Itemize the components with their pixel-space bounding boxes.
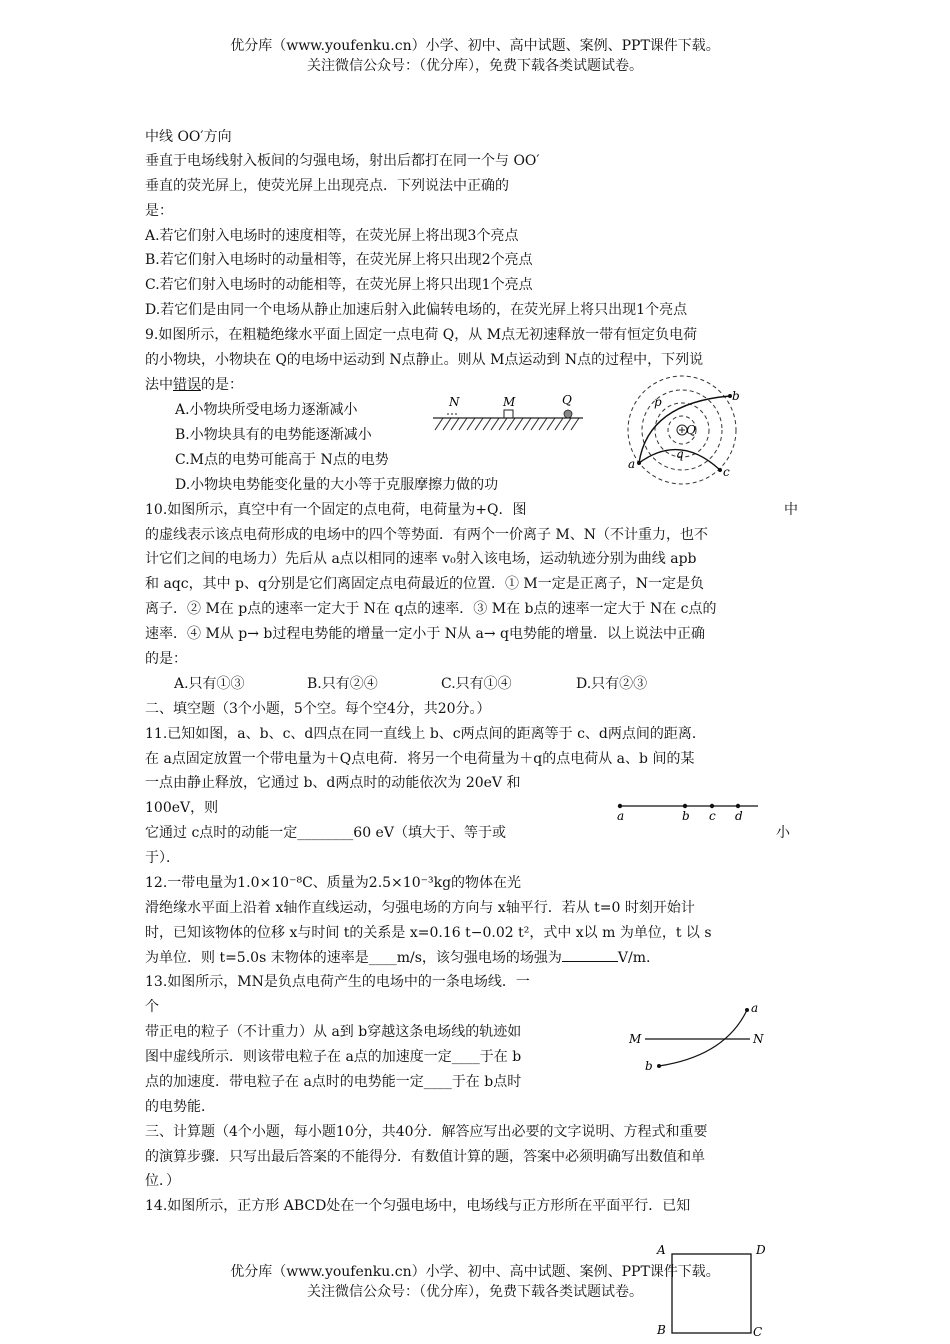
q9-line-3-c: 的是：: [201, 377, 243, 393]
q11-label-c: c: [709, 809, 716, 823]
q11-figure: [612, 796, 762, 824]
q8-line-4: 是：: [145, 203, 173, 219]
q13-line-2: 个: [145, 999, 159, 1015]
q14-line-1: 14.如图所示，正方形 ABCD处在一个匀强电场中，电场线与正方形所在平面平行．已知: [145, 1198, 691, 1214]
q8-option-b: B.若它们射入电场时的动量相等，在荧光屏上将只出现2个亮点: [145, 252, 533, 268]
q12-line-2: 滑绝缘水平面上沿着 x轴作直线运动，匀强电场的方向与 x轴平行．若从 t=0 时刻开始计: [145, 900, 695, 916]
q9-label-q: Q: [562, 393, 572, 407]
q14-label-d: D: [756, 1243, 766, 1257]
q13-label-a: a: [751, 1001, 759, 1015]
q13-label-m: M: [629, 1032, 642, 1046]
q11-label-a: a: [617, 809, 625, 823]
q10-line-1: 10.如图所示，真空中有一个固定的点电荷，电荷量为+Q．图: [145, 502, 527, 518]
q12-line-4-a: 为单位．则 t=5.0s 末物体的速率是____m/s，该匀强电场的场强为: [145, 950, 562, 966]
q8-line-3: 垂直的荧光屏上，使荧光屏上出现亮点．下列说法中正确的: [145, 178, 509, 194]
q14-label-a: A: [657, 1243, 666, 1257]
q10-option-d: D.只有②③: [576, 676, 648, 692]
page-footer-line-1: 优分库（www.youfenku.cn）小学、初中、高中试题、案例、PPT课件下载。: [230, 1264, 720, 1280]
q14-label-c: C: [753, 1325, 763, 1339]
q11-label-d: d: [735, 809, 743, 823]
q10-figure: [620, 378, 745, 488]
q10-label-c: c: [723, 465, 730, 479]
section-3-line-1: 三、计算题（4个小题，每小题10分，共40分．解答应写出必要的文字说明、方程式和重要: [145, 1124, 708, 1140]
q10-line-7: 的是：: [145, 651, 187, 667]
q10-option-a: A.只有①③: [174, 676, 245, 692]
q13-line-6: 的电势能．: [145, 1099, 215, 1115]
q9-line-3-a: 法中: [145, 377, 173, 393]
q9-line-3-underlined: 错误: [173, 377, 201, 393]
q11-line-5: 它通过 c点时的动能一定________60 eV（填大于、等于或: [145, 825, 506, 841]
q13-line-4: 图中虚线所示．则该带电粒子在 a点的加速度一定____于在 b: [145, 1049, 522, 1065]
q9-line-2: 的小物块，小物块在 Q的电场中运动到 N点静止。则从 M点运动到 N点的过程中，下列说: [145, 352, 704, 368]
section-3-line-3: 位．）: [145, 1173, 180, 1189]
q11-line-1: 11.已知如图，a、b、c、d四点在同一直线上 b、c两点间的距离等于 c、d两点间的距离．: [145, 726, 706, 742]
section-3-line-2: 的演算步骤．只写出最后答案的不能得分．有数值计算的题，答案中必须明确写出数值和单: [145, 1149, 705, 1165]
q10-label-a: a: [628, 457, 636, 471]
q10-line-6: 速率．④ M从 p→ b过程电势能的增量一定小于 N从 a→ q电势能的增量．以上说法中正确: [145, 626, 705, 642]
q12-line-3: 时，已知该物体的位移 x与时间 t的关系是 x=0.16 t−0.02 t²，式中 x以 m 为单位，t 以 s: [145, 925, 712, 941]
q11-line-2: 在 a点固定放置一个带电量为＋Q点电荷．将另一个电荷量为＋q的点电荷从 a、b 间的某: [145, 751, 695, 767]
q13-label-b: b: [645, 1059, 653, 1073]
q13-label-n: N: [753, 1032, 764, 1046]
q10-line-1-tail: 中: [784, 502, 798, 518]
q9-option-b: B.小物块具有的电势能逐渐减小: [175, 427, 372, 443]
q10-label-q-charge: Q: [686, 423, 696, 437]
q10-label-b: b: [732, 389, 740, 403]
q13-line-5: 点的加速度．带电粒子在 a点时的电势能一定____于在 b点时: [145, 1074, 522, 1090]
q9-line-3: [145, 374, 243, 396]
q12-answer-blank: [562, 947, 618, 962]
q9-block: [504, 410, 513, 418]
q9-option-a: A.小物块所受电场力逐渐减小: [175, 402, 358, 418]
q12-line-4: [145, 947, 650, 969]
q10-line-4: 和 aqc，其中 p、q分别是它们离固定点电荷最近的位置．① M一定是正离子，N一定是负: [145, 576, 705, 592]
q9-label-m: M: [503, 395, 516, 409]
q13-trajectory: [659, 1010, 747, 1066]
q10-line-3: 计它们之间的电场力）先后从 a点以相同的速率 v₀射入该电场，运动轨迹分别为曲线 apb: [145, 551, 697, 567]
q11-label-b: b: [682, 809, 690, 823]
q8-option-d: D.若它们是由同一个电场从静止加速后射入此偏转电场的，在荧光屏上将只出现1个亮点: [145, 302, 688, 318]
section-2-heading: 二、填空题（3个小题，5个空。每个空4分，共20分。）: [145, 701, 491, 717]
q9-label-n: N: [449, 395, 460, 409]
q12-line-1: 12.一带电量为1.0×10⁻⁸C、质量为2.5×10⁻³kg的物体在光: [145, 875, 522, 891]
q8-line-1: 中线 OO′方向: [145, 129, 232, 145]
q10-option-c: C.只有①④: [441, 676, 512, 692]
q8-line-2: 垂直于电场线射入板间的匀强电场，射出后都打在同一个与 OO′: [145, 153, 540, 169]
q9-charge: [564, 410, 572, 418]
q11-line-3: 一点由静止释放，它通过 b、d两点时的动能依次为 20eV 和: [145, 775, 521, 791]
q11-line-5-tail: 小: [776, 825, 790, 841]
q13-figure: [625, 1000, 770, 1075]
q13-line-1: 13.如图所示，MN是负点电荷产生的电场中的一条电场线．一: [145, 974, 530, 990]
q10-label-p: p: [654, 395, 662, 409]
q11-line-4: 100eV，则: [145, 800, 219, 816]
q14-label-b: B: [657, 1323, 666, 1337]
q13-line-3: 带正电的粒子（不计重力）从 a到 b穿越这条电场线的轨迹如: [145, 1024, 522, 1040]
q8-option-a: A.若它们射入电场时的速度相等，在荧光屏上将出现3个亮点: [145, 228, 519, 244]
q9-option-c: C.M点的电势可能高于 N点的电势: [175, 452, 389, 468]
q9-line-1: 9.如图所示，在粗糙绝缘水平面上固定一点电荷 Q，从 M点无初速释放一带有恒定负电荷: [145, 327, 698, 343]
page-footer-line-2: 关注微信公众号：（优分库），免费下载各类试题试卷。: [307, 1284, 643, 1300]
q12-line-4-b: V/m.: [617, 950, 651, 966]
q9-figure: [425, 390, 590, 432]
q10-label-q: q: [676, 447, 684, 461]
q10-option-b: B.只有②④: [307, 676, 378, 692]
q11-line-6: 于）．: [145, 850, 180, 866]
q10-line-2: 的虚线表示该点电荷形成的电场中的四个等势面．有两个一价离子 M、N（不计重力，也不: [145, 527, 709, 543]
page-header-line-1: 优分库（www.youfenku.cn）小学、初中、高中试题、案例、PPT课件下载。: [230, 38, 720, 54]
q10-line-5: 离子．② M在 p点的速率一定大于 N在 q点的速率．③ M在 b点的速率一定大于 N在 c点的: [145, 601, 717, 617]
page-header-line-2: 关注微信公众号：（优分库），免费下载各类试题试卷。: [307, 58, 643, 74]
q8-option-c: C.若它们射入电场时的动能相等，在荧光屏上将只出现1个亮点: [145, 277, 533, 293]
q9-option-d: D.小物块电势能变化量的大小等于克服摩擦力做的功: [175, 477, 499, 493]
